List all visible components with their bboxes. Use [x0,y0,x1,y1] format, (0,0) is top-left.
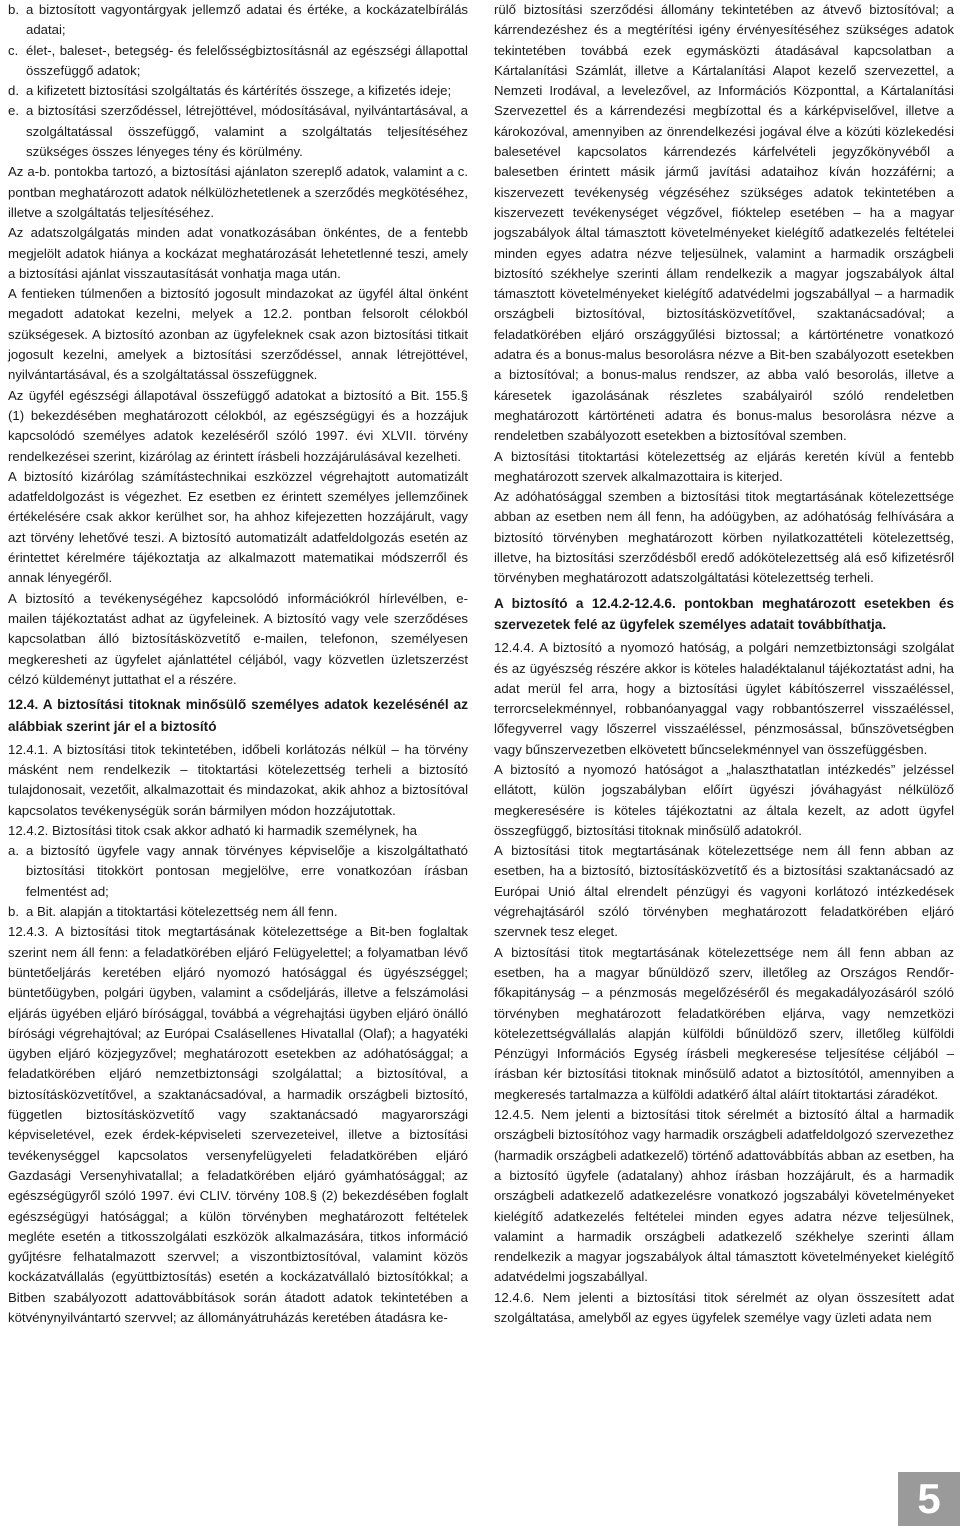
list-text: a biztosítási szerződéssel, létrejöttével, módosításával, nyilvántartásával, a szolgáltatással összefüggő, valamint a szolgáltatás teljesítéséhez szükséges összes lényeges tény és körülmény. [26,103,468,160]
list-item [8,41,468,82]
list-marker: e. [8,103,19,119]
list-text: a Bit. alapján a titoktartási kötelezettség nem áll fenn. [26,904,338,920]
paragraph: A biztosítási titoktartási kötelezettség az eljárás keretén kívül a fentebb meghatározott szervek alkalmazottaira is kiterjed. [494,448,954,484]
paragraph: A biztosító a nyomozó hatóságot a „halaszthatatlan intézkedés” jelzéssel ellátott, külön jogszabályban előírt ügyészi jóváhagyást nélkülöző megkeresésére is köteles tájékoztatni az általa kezelt, az adott ügyfel összegfüggő, biztosítási titoknak minősülő adatokról. [494,761,954,838]
paragraph: Az a-b. pontokba tartozó, a biztosítási ajánlaton szereplő adatok, valamint a c. pontban meghatározott adatok nélkülözhetetlenek a szerződés megkötéséhez, illetve a szolgáltatás teljesítéséhez. [8,164,468,220]
paragraph: Az adóhatósággal szemben a biztosítási titok megtartásának kötelezettsége abban az esetben nem áll fenn, ha adóügyben, az adóhatóság felhívására a biztosító törvényben meghatározott körben nyilatkozattételi kötelezettség, illetve, ha biztosítási szerződésből eredő adókötelezettség alá eső kifizetésről törvényben meghatározott adatszolgáltatási kötelezettség terheli. [494,489,954,586]
list-marker: b. [8,2,19,17]
paragraph: rülő biztosítási szerződési állomány tekintetében az átvevő biztosítóval; a kárrendezéshez és a megtérítési igény érvényesítéséhez szükséges adatok tekintetében továbbá ezek egymásközti átadásával kapcsolatban a Kártalanítási Számlát, illetve a Kártalanítási Alapot kezelő szervezettel, a Nemzeti Irodával, a levelezővel, az Információs Központtal, a Kártalanítási Szervezettel és a kárrendezési megbízottal és a kárképviselővel, illetve a károkozóval, amennyiben az önrendelkezési jogával élve a közúti közlekedési balesetével kapcsolatos kárrendezés kárfelvételi jegyzőkönyvéből a balesetben érintett másik jármű javítási adataihoz kíván hozzáférni; a kiszervezett tevékenység végzéséhez szükséges adatok tekintetében a kiszervezett tevékenységet végzővel, fióktelep esetében – ha a magyar jogszabályok által támasztott követelményeket kielégítő adatkezelés feltételei minden egyes adatra nézve teljesülnek, valamint a harmadik országbeli biztosító székhelye szerinti állam rendelkezik a magyar jogszabályok által támasztott követelményeket kielégítő adatvédelmi jogszabállyal – a harmadik országbeli biztosítóval, biztosításközvetítővel, szaktanácsadóval; a feladatkörében eljáró országgyűlési biztossal; a kártörténetre vonatkozó adatra és a bonus-malus besorolásra nézve a Bit-ben szabályozott esetekben a biztosítóval; a bonus-malus rendszer, az abba való besorolás, illetve a káresetek igazolásának részletes szabályairól szóló rendeletben meghatározott kártörténeti adatra és bonus-malus besorolásra nézve a rendeletben szabályozott esetekben a biztosítóval szemben. [494,2,954,444]
list-item [8,902,468,922]
list-item [8,841,468,902]
paragraph: 12.4.5. Nem jelenti a biztosítási titok sérelmét a biztosító által a harmadik országbeli biztosítóhoz vagy harmadik országbeli adatfeldolgozó szervezethez (harmadik országbeli adatkezelő) történő adattovábbítás abban az esetben, ha a biztosító ügyfele (adatalany) ahhoz írásban hozzájárult, és a harmadik országbeli adatkezelő adatkezelésre vonatkozó jogszabályi követelményeket kielégítő adatkezelés feltételei minden egyes adatra nézve teljesülnek, valamint a harmadik országbeli adatkezelő székhelye szerinti állam rendelkezik a magyar jogszabályok által támasztott követelményeket kielégítő adatvédelmi jogszabállyal. [494,1107,954,1285]
paragraph: Az ügyfél egészségi állapotával összefüggő adatokat a biztosító a Bit. 155.§ (1) bekezdésében meghatározott célokból, az egészségügyi és a hozzájuk kapcsolódó személyes adatok kezeléséről szóló 1997. évi XLVII. törvény rendelkezései szerint, kizárólag az érintett írásbeli hozzájárulásával kezelheti. [8,387,468,464]
paragraph: Az adatszolgálgatás minden adat vonatkozásában önkéntes, de a fentebb megjelölt adatok hiánya a kockázat meghatározását lehetetlenné teszi, amely a biztosítási ajánlat visszautasítását vonhatja maga után. [8,225,468,281]
list-item [8,0,468,41]
section-heading: A biztosító a 12.4.2-12.4.6. pontokban meghatározott esetekben és szervezetek felé az ügyfelek személyes adatait továbbíthatja. [494,595,954,633]
paragraph: 12.4.3. A biztosítási titok megtartásának kötelezettsége a Bit-ben foglaltak szerint nem áll fenn: a feladatkörében eljáró Felügyelettel; a folyamatban lévő büntetőeljárás keretében eljáró nyomozó hatósággal és ügyészséggel; büntetőügyben, polgári ügyben, valamint a csődeljárás, illetve a felszámolási eljárás ügyében eljáró bírósággal, továbbá a végrehajtási ügyben eljáró önálló bírósági végrehajtóval; az Európai Csalásellenes Hivatallal (Olaf); a hagyatéki ügyben eljáró közjegyzővel; meghatározott esetekben az adóhatósággal; a feladatkörében eljáró nemzetbiztonsági szolgálattal; a biztosítóval, a biztosításközvetítővel, a szaktanácsadóval, a harmadik országbeli biztosító, független biztosításközvetítő vagy szaktanácsadó magyarországi képviseletével, ezek érdek-képviseleti szervezeteivel, illetve a biztosítási tevékenységgel kapcsolatos versenyfelügyeleti feladatkörében eljáró Gazdasági Versenyhivatallal; a feladatkörében eljáró gyámhatósággal; az egészségügyről szóló 1997. évi CLIV. törvény 108.§ (2) bekezdésében foglalt egészségügyi hatósággal; a külön törvényben meghatározott feltételek megléte esetén a titkosszolgálati eszközök alkalmazására, titkos információ gyűjtésre felhatalmazott szervvel; a viszontbiztosítóval, valamint közös kockázatvállalás (együttbiztosítás) esetén a kockázatvállaló biztosítókkal; a Bitben szabályozott adattovábbítások során átadott adatok tekintetében a kötvénynyilvántartó szervvel; az állományátruházás keretében átadásra ke- [8,924,468,1325]
paragraph: A biztosítási titok megtartásának kötelezettsége nem áll fenn abban az esetben, ha a magyar bűnüldöző szerv, illetőleg az Országos Rendőr-főkapitányság – a pénzmosás megelőzéséről és megakadályozásáról szóló törvényben meghatározott feladatkörében eljárva, vagy nemzetközi kötelezettségvállalás alapján külföldi bűnüldöző szerv, illetőleg külföldi Pénzügyi Információs Egység írásbeli megkeresése teljesítése céljából – írásban kér biztosítási titoknak minősülő adatot a biztosítótól, amennyiben a megkeresés tartalmazza a külföldi adatkérő által aláírt titoktartási záradékot. [494,944,954,1102]
list-marker: b. [8,904,19,920]
list-text: a biztosító ügyfele vagy annak törvényes képviselője a kiszolgáltatható biztosítási titokkört pontosan megjelölve, erre vonatkozóan írásban felmentést ad; [26,843,468,899]
list-marker: a. [8,843,19,859]
list-marker: d. [8,83,19,99]
paragraph: 12.4.4. A biztosító a nyomozó hatóság, a polgári nemzetbiztonsági szolgálat és az ügyészség részére akkor is köteles haladéktalanul tájékoztatást adni, ha adat merül fel arra, hogy a biztosítási ügylet kábítószerrel visszaéléssel, terrorcselekménnyel, robbanóanyaggal vagy robbantószerrel visszaéléssel, lőfegyverrel vagy lőszerrel visszaéléssel, pénzmosással, bűnszövetségben vagy bűnszervezetben elkövetett bűncselekménnyel van összefüggésben. [494,640,954,757]
paragraph: A biztosító a tevékenységéhez kapcsolódó információkról hírlevélben, e-mailen tájékoztatást adhat az ügyfeleinek. A biztosító vagy vele szerződéses kapcsolatban álló biztosításközvetítő e-mailen, telefonon, személyesen megkeresheti az ügyfelet ajánlattétel céljából, vagy közvetlen üzletszerzést célzó küldeményt juttathat el a részére. [8,590,468,687]
paragraph: A biztosítási titok megtartásának kötelezettsége nem áll fenn abban az esetben, ha a biztosító, biztosításközvetítő és a biztosítási szaktanácsadó az Európai Unió által elrendelt pénzügyi és vagyoni korlátozó intézkedések végrehajtásáról szóló törvényben meghatározott feladatkörében eljáró szervnek tesz eleget. [494,843,954,940]
list-marker: c. [8,42,19,58]
paragraph: 12.4.2. Biztosítási titok csak akkor adható ki harmadik személynek, ha [8,822,418,838]
list-text: élet-, baleset-, betegség- és felelősségbiztosításnál az egészségi állapottal összefüggő adatok; [26,42,468,78]
page-number-box [898,1472,960,1526]
right-column [494,0,954,1328]
list-text: a kifizetett biztosítási szolgáltatás és kártérítés összege, a kifizetés ideje; [26,83,452,99]
list-item [8,101,468,162]
list-item [8,81,468,101]
paragraph: 12.4.6. Nem jelenti a biztosítási titok sérelmét az olyan összesített adat szolgáltatása, amelyből az egyes ügyfelek személye vagy üzleti adata nem [494,1289,954,1325]
page-number: 5 [917,1475,941,1522]
section-heading: 12.4. A biztosítási titoknak minősülő személyes adatok kezelésénél az alábbiak szerint jár el a biztosító [8,697,468,734]
paragraph: 12.4.1. A biztosítási titok tekintetében, időbeli korlátozás nélkül – ha törvény másként nem rendelkezik – titoktartási kötelezettség terheli a biztosító tulajdonosait, vezetőit, alkalmazottait és mindazokat, akik ahhoz a biztosítóval kapcsolatos tevékenységük során bármilyen módon hozzájutottak. [8,741,468,818]
list-text: a biztosított vagyontárgyak jellemző adatai és értéke, a kockázatelbírálás adatai; [26,2,468,38]
paragraph: A biztosító kizárólag számítástechnikai eszközzel végrehajtott automatizált adatfeldolgozást is végezhet. Ez esetben ez érintett személyes jellemzőinek értékelésére csak akkor kerülhet sor, ha ahhoz kifejezetten hozzájárult, vagy azt törvény lehetővé teszi. A biztosító automatizált adatfeldolgozás esetén az érintettet kérelmére tájékoztatja az alkalmazott matematikai módszerről és annak lényegéről. [8,468,468,586]
paragraph: A fentieken túlmenően a biztosító jogosult mindazokat az ügyfél által önként megadott adatokat kezelni, melyek a 12.2. pontban felsorolt célokból szükségesek. A biztosító azonban az ügyfeleknek csak azon biztosítási titkait jogosult kezelni, amelyek a biztosítási szerződéssel, annak létrejöttével, nyilvántartásával, és a szolgáltatással összefüggnek. [8,286,468,383]
left-column [8,0,468,1328]
